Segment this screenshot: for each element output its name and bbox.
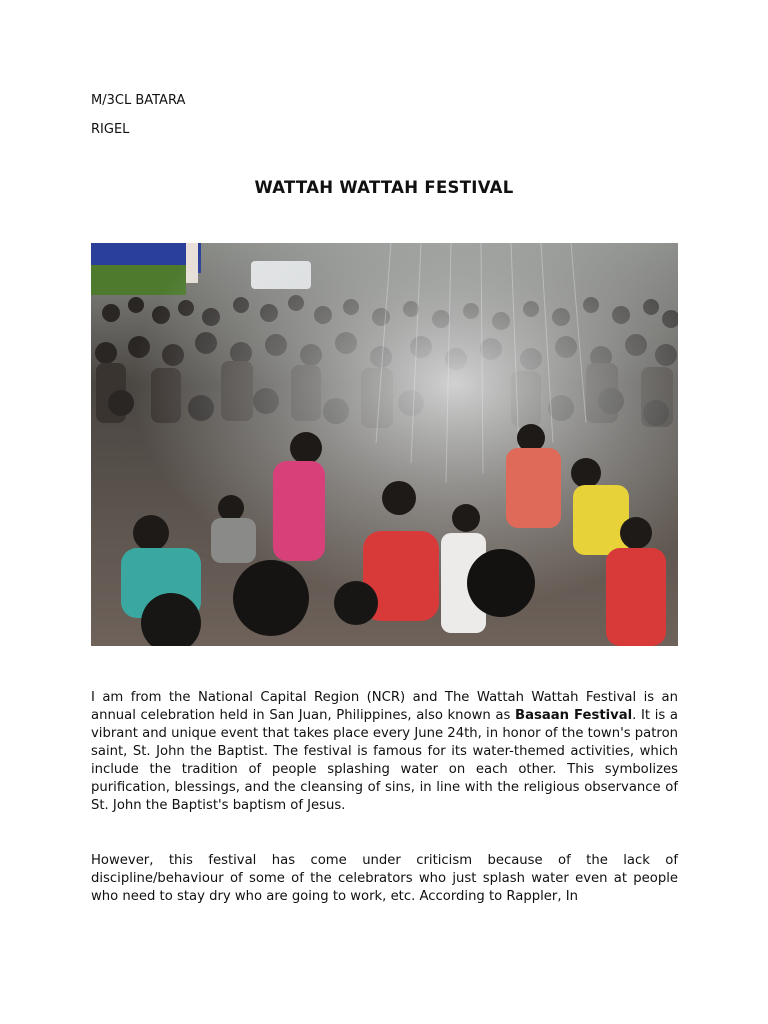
paragraph-1-before: I am from the National Capital Region (NCR) and The Wattah Wattah Festival is an annual celebration held in San Juan, Philippines, also known as	[91, 690, 678, 723]
festival-photo	[91, 243, 678, 646]
body-paragraph-2: However, this festival has come under criticism because of the lack of discipline/behaviour of some of the celebrators who just splash water even at people who need to stay dry who are going to work, etc. According to Rappler, In	[91, 853, 678, 904]
section-line: RIGEL	[91, 122, 130, 137]
festival-alt-name: Basaan Festival	[515, 708, 633, 723]
paragraph-1-after: . It is a vibrant and unique event that takes place every June 24th, in honor of the town's patron saint, St. John the Baptist. The festival is famous for its water-themed activities, which include the tradition of people splashing water on each other. This symbolizes purification, blessings, and the cleansing of sins, in line with the religious observance of St. John the Baptist's baptism of Jesus.	[91, 708, 678, 813]
body-paragraph-1	[91, 689, 678, 815]
author-line: M/3CL BATARA	[91, 93, 186, 108]
document-title: WATTAH WATTAH FESTIVAL	[254, 178, 514, 197]
